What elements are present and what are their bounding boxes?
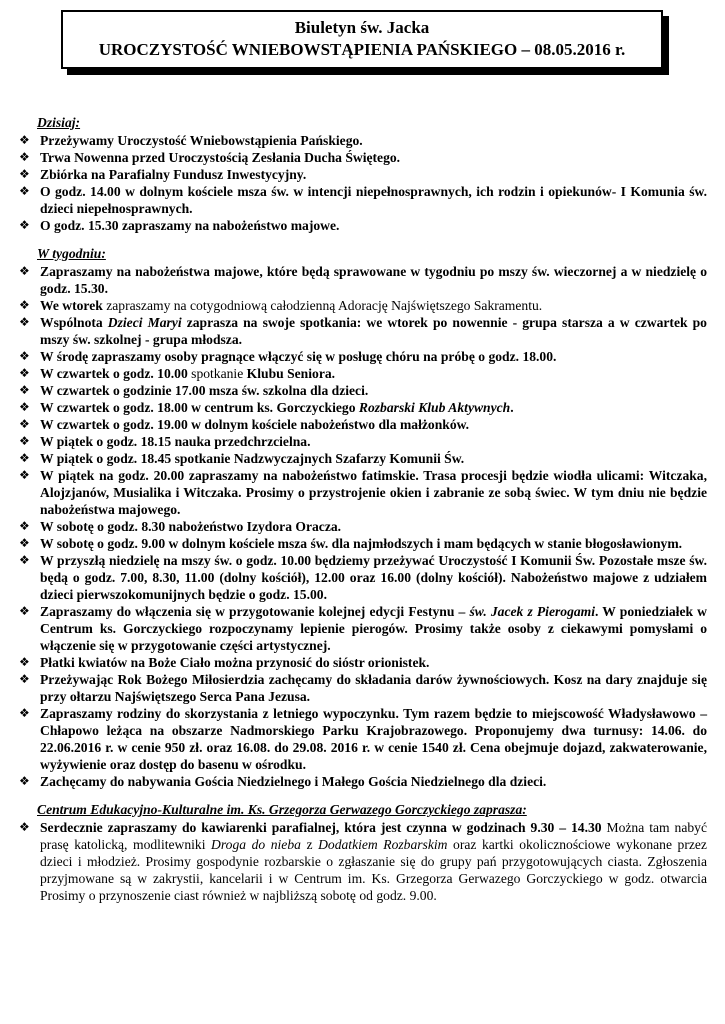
announcement-text: zaprasza na swoje spotkania: we wtorek po nowennie - grupa starsza a w czwartek po mszy św. szkolnej - grupa młodsza. xyxy=(40,315,707,347)
announcement-text: O godz. 15.30 zapraszamy na nabożeństwo majowe. xyxy=(40,218,340,233)
diamond-bullet-icon: ❖ xyxy=(19,349,30,363)
announcement-text: W piątek o godz. 18.15 nauka przedchrzcielna. xyxy=(40,434,311,449)
announcement-text: Klubu Seniora. xyxy=(246,366,336,381)
announcement-text: Zapraszamy rodziny do skorzystania z letniego wypoczynku. Tym razem będzie to miejscowość Władysławowo – Chłapowo leżąca na obszarze Nadmorskiego Parku Krajobrazowego. Proponujemy dwa turnusy: 14.06. do 22.06.2016 r. w cenie 950 zł. oraz 16.08. do 29.08. 2016 r. w cenie 1540 zł. Cena obejmuje dojazd, zakwaterowanie, wyżywienie oraz dostęp do basenu w ośrodku. xyxy=(40,706,707,772)
announcement-text: Zachęcamy do nabywania Gościa Niedzielnego i Małego Gościa Niedzielnego dla dzieci. xyxy=(40,774,547,789)
announcement-text: . W poniedziałek w Centrum ks. Gorczyckiego rozpoczynamy lepienie pierogów. Prosimy także osoby z ciekawymi pomysłami o włączenie się w przygotowanie części artystycznej. xyxy=(40,604,707,653)
diamond-bullet-icon: ❖ xyxy=(19,167,30,181)
announcement-text: We wtorek xyxy=(40,298,103,313)
announcement-item xyxy=(19,132,707,149)
announcement-text: W sobotę o godz. 8.30 nabożeństwo Izydora Oracza. xyxy=(40,519,342,534)
announcement-text: W czwartek o godzinie 17.00 msza św. szkolna dla dzieci. xyxy=(40,383,369,398)
section-gap xyxy=(19,790,707,801)
announcement-item xyxy=(19,263,707,297)
diamond-bullet-icon: ❖ xyxy=(19,604,30,618)
announcement-text: Rozbarski Klub Aktywnych xyxy=(358,400,511,415)
diamond-bullet-icon: ❖ xyxy=(19,672,30,686)
announcement-text: Wspólnota xyxy=(40,315,108,330)
announcement-text: Zapraszamy do włączenia się w przygotowanie kolejnej edycji Festynu – xyxy=(40,604,470,619)
announcement-text: W sobotę o godz. 9.00 w dolnym kościele msza św. dla najmłodszych i mam będących w stanie błogosławionym. xyxy=(40,536,683,551)
announcement-item xyxy=(19,535,707,552)
announcement-text: Serdecznie zapraszamy do kawiarenki parafialnej, która jest czynna w godzinach 9.30 – 14.30 xyxy=(40,820,602,835)
announcement-item xyxy=(19,314,707,348)
announcement-item xyxy=(19,467,707,518)
announcement-item xyxy=(19,166,707,183)
diamond-bullet-icon: ❖ xyxy=(19,218,30,232)
announcement-item xyxy=(19,348,707,365)
announcement-item xyxy=(19,297,707,314)
announcement-list xyxy=(19,263,707,790)
announcement-item xyxy=(19,819,707,904)
announcement-list xyxy=(19,819,707,904)
announcement-text: Płatki kwiatów na Boże Ciało można przynosić do sióstr orionistek. xyxy=(40,655,430,670)
announcement-item xyxy=(19,518,707,535)
diamond-bullet-icon: ❖ xyxy=(19,536,30,550)
feast-title: UROCZYSTOŚĆ WNIEBOWSTĄPIENIA PAŃSKIEGO – 08.05.2016 r. xyxy=(98,40,626,59)
bulletin-title: Biuletyn św. Jacka xyxy=(294,18,430,37)
announcement-text: zapraszamy na cotygodniową całodzienną Adorację Najświętszego Sakramentu. xyxy=(102,298,543,313)
announcement-text: O godz. 14.00 w dolnym kościele msza św. w intencji niepełnosprawnych, ich rodzin i opiekunów- I Komunia św. dzieci niepełnosprawnych. xyxy=(40,184,707,216)
diamond-bullet-icon: ❖ xyxy=(19,298,30,312)
announcement-item xyxy=(19,399,707,416)
header-box xyxy=(61,10,663,69)
announcement-text: Dodatkiem Rozbarskim xyxy=(318,837,448,852)
announcement-text: W przyszłą niedzielę na mszy św. o godz. 10.00 będziemy przeżywać Uroczystość I Komunii Św. Pozostałe msze św. będą o godz. 7.00, 8.30, 11.00 (dolny kościół), 12.00 oraz 16.00 (dolny kościół). Nabożeństwo majowe z udziałem dzieci pierwszokomunijnych będzie o godz. 15.00. xyxy=(40,553,707,602)
diamond-bullet-icon: ❖ xyxy=(19,468,30,482)
diamond-bullet-icon: ❖ xyxy=(19,366,30,380)
diamond-bullet-icon: ❖ xyxy=(19,519,30,533)
announcement-item xyxy=(19,654,707,671)
announcement-text: W czwartek o godz. 10.00 xyxy=(40,366,188,381)
diamond-bullet-icon: ❖ xyxy=(19,706,30,720)
announcement-text: z xyxy=(300,837,319,852)
announcement-item xyxy=(19,416,707,433)
announcement-text: św. Jacek z Pierogami xyxy=(469,604,596,619)
announcement-item xyxy=(19,217,707,234)
section-today xyxy=(19,114,707,234)
diamond-bullet-icon: ❖ xyxy=(19,184,30,198)
announcement-text: oraz kartki okolicznościowe wykonane przez dzieci i młodzież. Prosimy gospodynie rozbarskie o zgłaszanie się do grupy pań przygotowujących ciasta. Zgłoszenia przyjmowane są w zakrystii, kancelarii i w Centrum im. Ks. Grzegorza Gerwazego Gorczyckiego w godz. otwarcia Prosimy o przynoszenie ciast również w najbliższą sobotę od godz. 9.00. xyxy=(40,837,707,903)
diamond-bullet-icon: ❖ xyxy=(19,655,30,669)
announcement-text: Można tam nabyć prasę katolicką, modlitewniki xyxy=(40,820,707,852)
diamond-bullet-icon: ❖ xyxy=(19,774,30,788)
announcement-item xyxy=(19,450,707,467)
announcement-item xyxy=(19,671,707,705)
diamond-bullet-icon: ❖ xyxy=(19,820,30,834)
diamond-bullet-icon: ❖ xyxy=(19,451,30,465)
announcement-item xyxy=(19,183,707,217)
diamond-bullet-icon: ❖ xyxy=(19,150,30,164)
announcement-item xyxy=(19,773,707,790)
announcement-item xyxy=(19,433,707,450)
announcement-item xyxy=(19,603,707,654)
announcement-text: W czwartek o godz. 18.00 w centrum ks. Gorczyckiego xyxy=(40,400,359,415)
announcement-text: Przeżywamy Uroczystość Wniebowstąpienia Pańskiego. xyxy=(40,133,363,148)
bulletin-content xyxy=(19,114,707,904)
announcement-text: Dzieci Maryi xyxy=(107,315,182,330)
announcement-text: W piątek o godz. 18.45 spotkanie Nadzwyczajnych Szafarzy Komunii Św. xyxy=(40,451,465,466)
announcement-text: W czwartek o godz. 19.00 w dolnym kościele nabożeństwo dla małżonków. xyxy=(40,417,470,432)
announcement-text: Zapraszamy na nabożeństwa majowe, które będą sprawowane w tygodniu po mszy św. wieczornej a w niedzielę o godz. 15.30. xyxy=(40,264,707,296)
diamond-bullet-icon: ❖ xyxy=(19,400,30,414)
announcement-text: . xyxy=(510,400,514,415)
section-cultural-center xyxy=(19,790,707,904)
announcement-text: Trwa Nowenna przed Uroczystością Zesłania Ducha Świętego. xyxy=(40,150,401,165)
diamond-bullet-icon: ❖ xyxy=(19,383,30,397)
diamond-bullet-icon: ❖ xyxy=(19,315,30,329)
announcement-text: W piątek na godz. 20.00 zapraszamy na nabożeństwo fatimskie. Trasa procesji będzie wiodła ulicami: Witczaka, Alojzjanów, Musialika i Witczaka. Prosimy o przystrojenie okien i zabranie ze sobą świec. W tym dniu nie będzie nabożeństwa majowego. xyxy=(40,468,707,517)
section-gap xyxy=(19,234,707,245)
diamond-bullet-icon: ❖ xyxy=(19,417,30,431)
diamond-bullet-icon: ❖ xyxy=(19,133,30,147)
diamond-bullet-icon: ❖ xyxy=(19,264,30,278)
section-this-week xyxy=(19,234,707,790)
announcement-text: spotkanie xyxy=(187,366,247,381)
announcement-text: Droga do nieba xyxy=(211,837,301,852)
announcement-text: Przeżywając Rok Bożego Miłosierdzia zachęcamy do składania darów żywnościowych. Kosz na dary znajduje się przy ołtarzu Najświętszego Serca Pana Jezusa. xyxy=(40,672,707,704)
diamond-bullet-icon: ❖ xyxy=(19,434,30,448)
announcement-item xyxy=(19,365,707,382)
announcement-text: Zbiórka na Parafialny Fundusz Inwestycyjny. xyxy=(40,167,307,182)
announcement-item xyxy=(19,705,707,773)
announcement-item xyxy=(19,382,707,399)
announcement-list xyxy=(19,132,707,234)
announcement-item xyxy=(19,149,707,166)
announcement-text: W środę zapraszamy osoby pragnące włączyć się w posługę chóru na próbę o godz. 18.00. xyxy=(40,349,557,364)
section-title: Centrum Edukacyjno-Kulturalne im. Ks. Grzegorza Gerwazego Gorczyckiego zaprasza: xyxy=(37,802,527,817)
announcement-item xyxy=(19,552,707,603)
diamond-bullet-icon: ❖ xyxy=(19,553,30,567)
section-title: W tygodniu: xyxy=(37,246,106,261)
section-title: Dzisiaj: xyxy=(37,115,81,130)
